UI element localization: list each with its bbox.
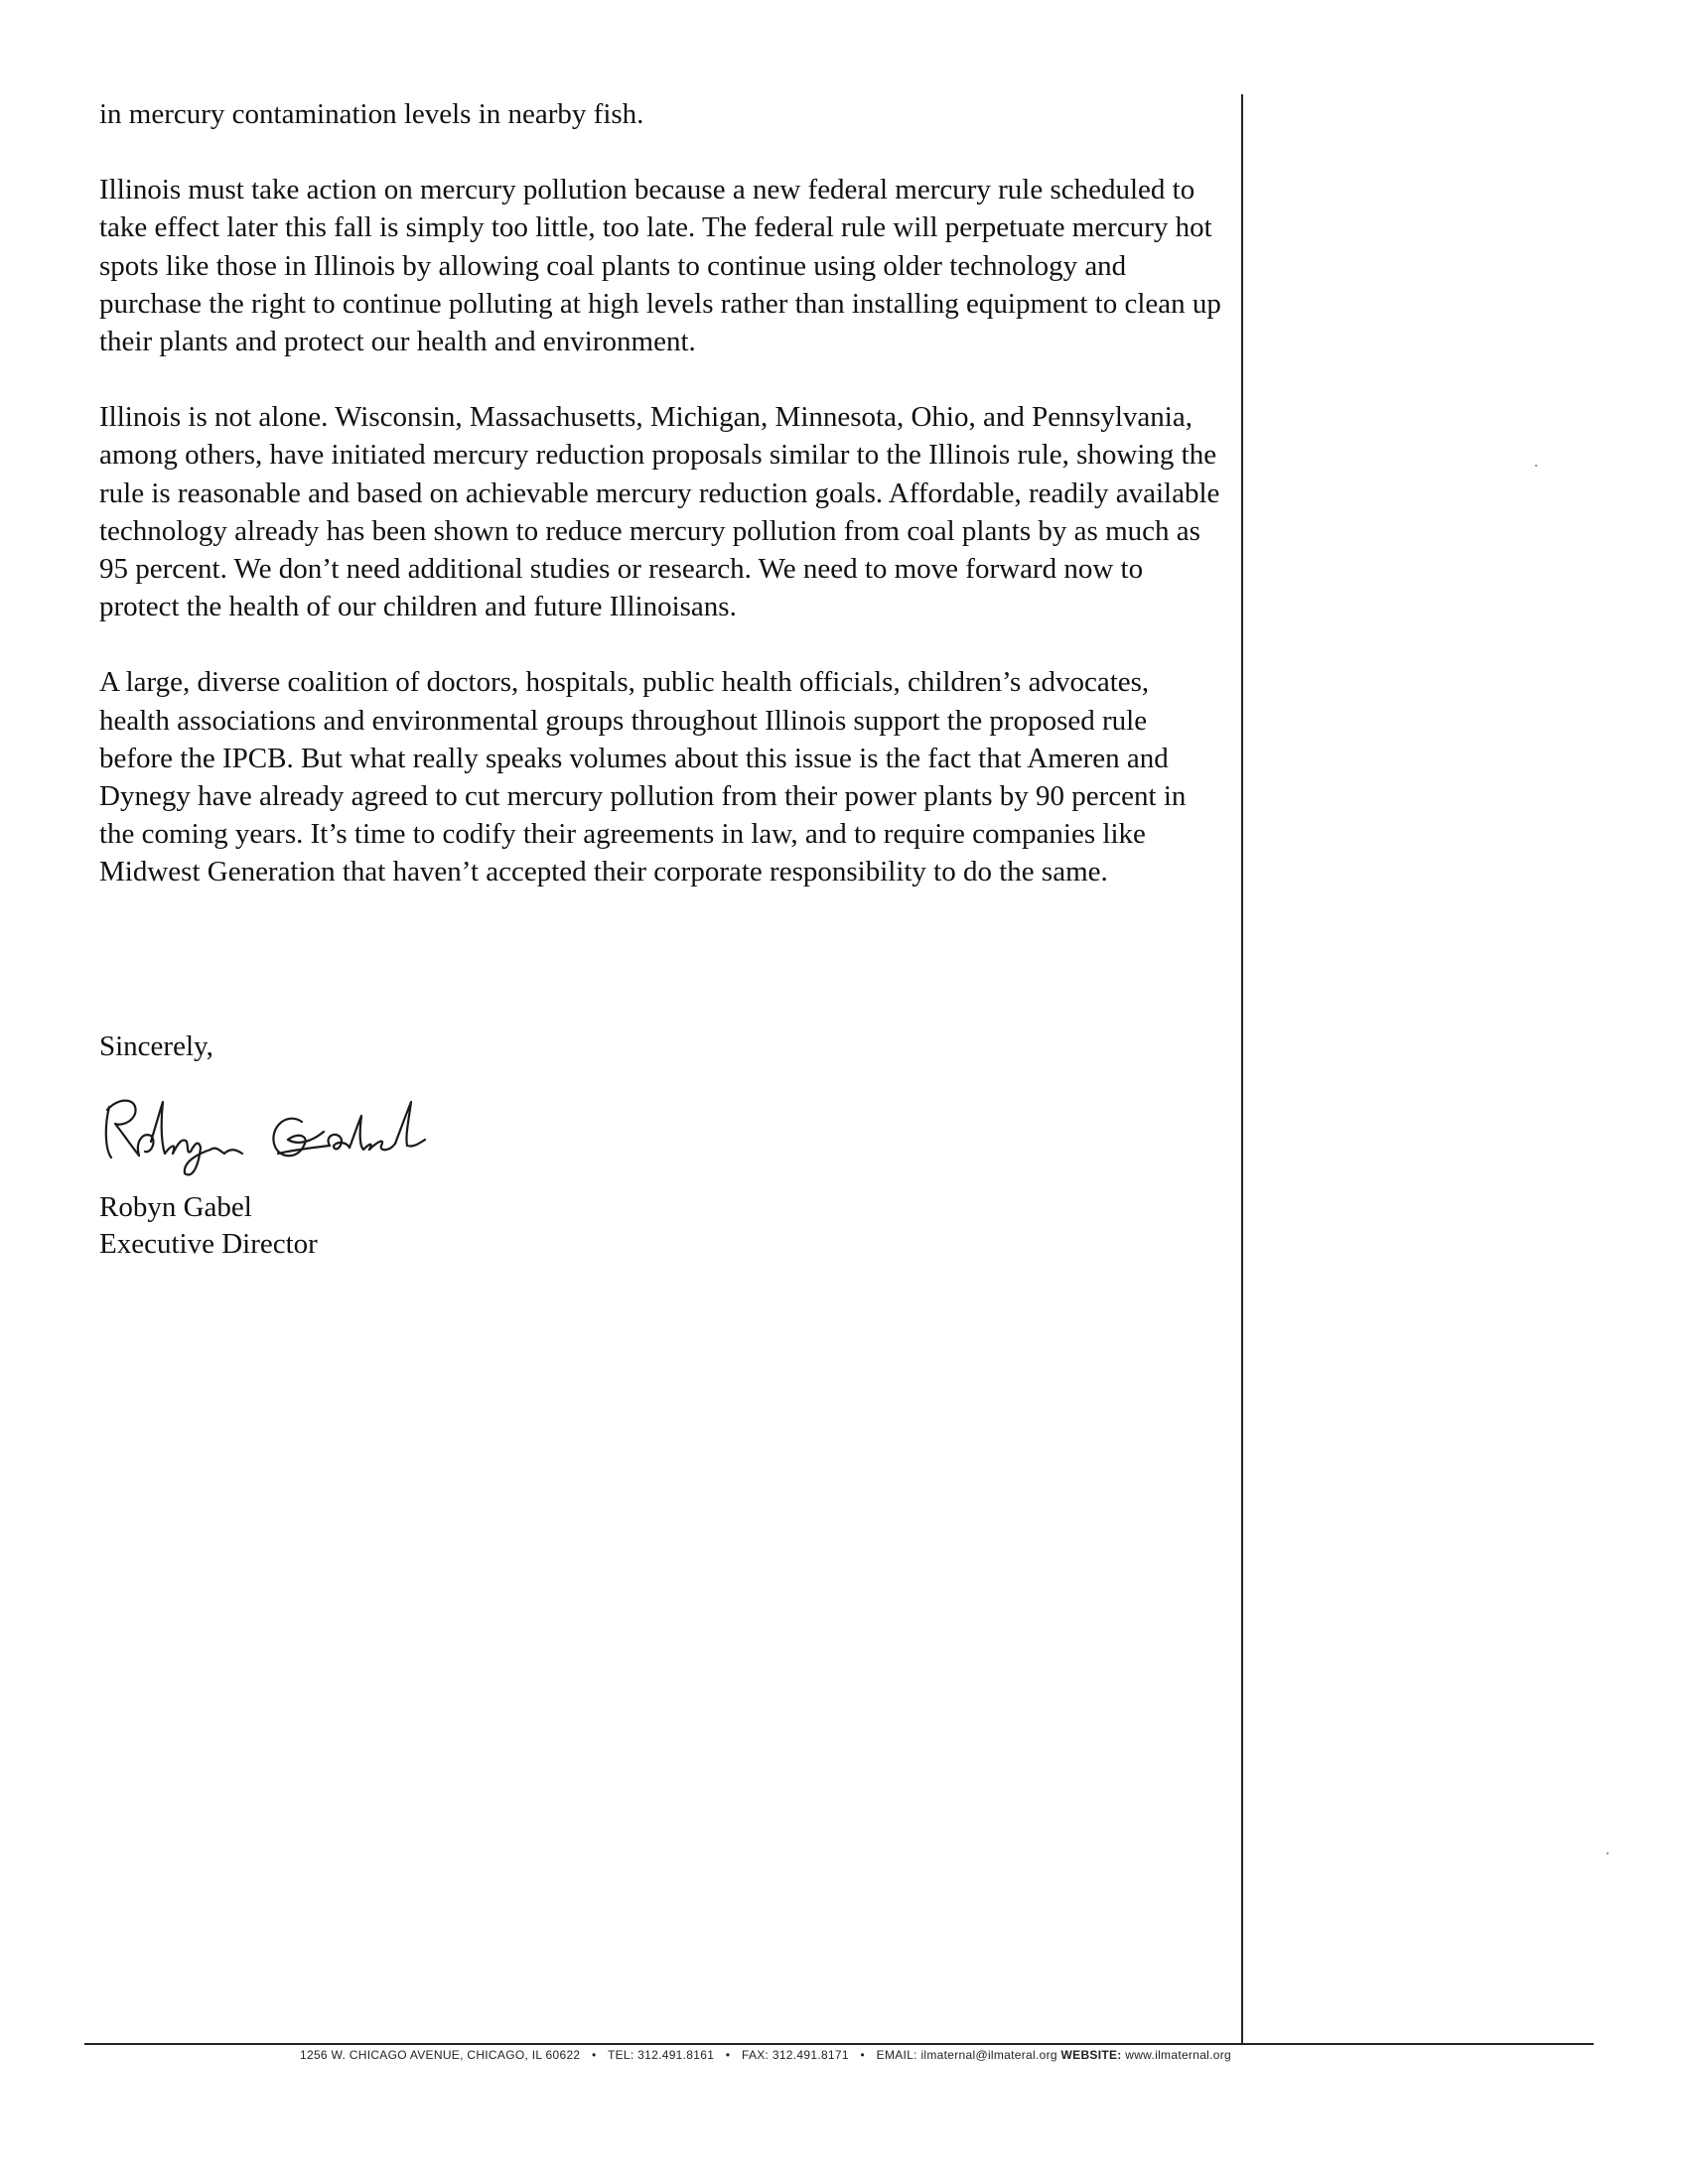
letter-paragraph-2: Illinois must take action on mercury pollution because a new federal mercury rule scheduled to take effect later this fall is simply too little, too late. The federal rule will perpetuate mercury hot spots like those in Illinois by allowing coal plants to continue using older technology and purchase the right to continue polluting at high levels rather than installing equipment to clean up their plants and protect our health and environment. — [99, 174, 1221, 358]
footer-address: 1256 W. CHICAGO AVENUE, CHICAGO, IL 60622 — [300, 2048, 581, 2062]
footer-email-label: EMAIL: — [876, 2048, 917, 2062]
signer-block — [99, 1189, 318, 1263]
margin-vertical-rule — [1241, 94, 1243, 2045]
signer-name: Robyn Gabel — [99, 1191, 252, 1223]
signer-title: Executive Director — [99, 1228, 318, 1260]
footer-separator: • — [725, 2048, 731, 2062]
footer-website-label: WEBSITE: — [1060, 2048, 1122, 2062]
footer-separator: • — [860, 2048, 866, 2062]
footer-rule — [84, 2043, 1594, 2045]
letter-paragraph-4: A large, diverse coalition of doctors, hospitals, public health officials, children’s advocates, health associations and environmental groups throughout Illinois support the proposed rule before the IPCB. But what really speaks volumes about this issue is the fact that Ameren and Dynegy have already agreed to cut mercury pollution from their power plants by 90 percent in the coming years. It’s time to codify their agreements in law, and to require companies like Midwest Generation that haven’t accepted their corporate responsibility to do the same. — [99, 666, 1187, 888]
scan-speck — [1607, 1852, 1609, 1854]
footer-tel-label: TEL: — [607, 2048, 634, 2062]
letter-closing: Sincerely, — [99, 1030, 213, 1062]
footer-tel: 312.491.8161 — [637, 2048, 715, 2062]
footer-separator: • — [592, 2048, 597, 2062]
scan-speck — [1535, 465, 1537, 467]
letter-paragraph-3: Illinois is not alone. Wisconsin, Massachusetts, Michigan, Minnesota, Ohio, and Pennsylvania, among others, have initiated mercury reduction proposals similar to the Illinois rule, showing the rule is reasonable and based on achievable mercury reduction goals. Affordable, readily available technology already has been shown to reduce mercury pollution from coal plants by as much as 95 percent. We don’t need additional studies or research. We need to move forward now to protect the health of our children and future Illinoisans. — [99, 401, 1220, 623]
handwritten-signature — [99, 1062, 496, 1191]
letterhead-footer — [300, 2048, 1231, 2062]
footer-fax-label: FAX: — [741, 2048, 770, 2062]
letter-body — [99, 95, 1226, 929]
footer-fax: 312.491.8171 — [772, 2048, 849, 2062]
footer-email: ilmaternal@ilmateral.org — [920, 2048, 1057, 2062]
footer-website: www.ilmaternal.org — [1125, 2048, 1232, 2062]
letter-paragraph-1: in mercury contamination levels in nearby fish. — [99, 98, 644, 130]
